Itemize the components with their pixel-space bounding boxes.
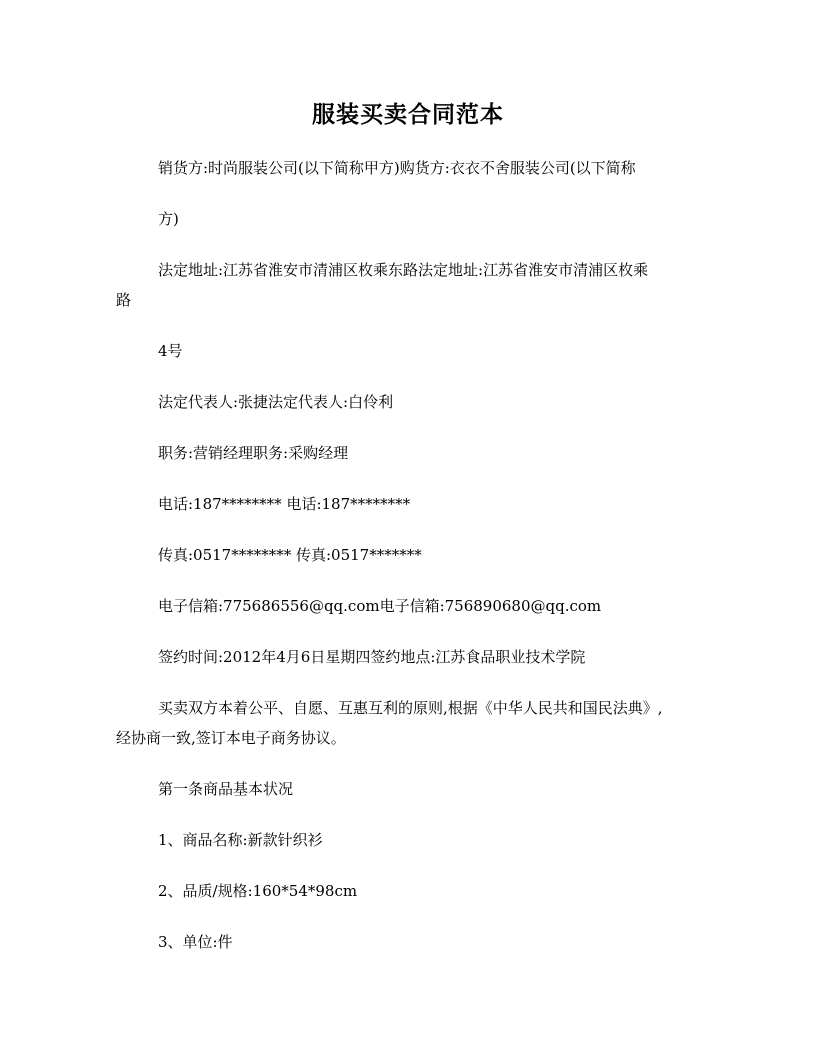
- legal-address-line: 法定地址:江苏省淮安市清浦区枚乘东路法定地址:江苏省淮安市清浦区枚乘: [158, 261, 649, 279]
- seller-buyer-line: 销货方:时尚服装公司(以下简称甲方)购货方:衣衣不舍服装公司(以下简称: [158, 159, 636, 177]
- product-unit-line: 3、单位:件: [158, 933, 233, 951]
- article-one-heading: 第一条商品基本状况: [158, 780, 294, 798]
- phone-line: 电话:187******** 电话:187********: [158, 495, 411, 513]
- agreement-principle-line: 买卖双方本着公平、自愿、互惠互利的原则,根据《中华人民共和国民法典》,: [158, 699, 663, 717]
- agreement-principle-line-continued: 经协商一致,签订本电子商务协议。: [116, 729, 346, 747]
- signing-info-line: 签约时间:2012年4月6日星期四签约地点:江苏食品职业技术学院: [158, 648, 586, 666]
- email-line: 电子信箱:775686556@qq.com电子信箱:756890680@qq.com: [158, 597, 602, 615]
- product-spec-line: 2、品质/规格:160*54*98cm: [158, 882, 358, 900]
- address-number-line: 4号: [158, 342, 183, 360]
- document-title: 服装买卖合同范本: [312, 101, 504, 128]
- fax-line: 传真:0517******** 传真:0517*******: [158, 546, 422, 564]
- product-name-line: 1、商品名称:新款针织衫: [158, 831, 323, 849]
- seller-buyer-line-continued: 方): [158, 210, 179, 228]
- position-line: 职务:营销经理职务:采购经理: [158, 444, 349, 462]
- legal-address-line-continued: 路: [116, 291, 132, 309]
- legal-representative-line: 法定代表人:张捷法定代表人:白伶利: [158, 393, 394, 411]
